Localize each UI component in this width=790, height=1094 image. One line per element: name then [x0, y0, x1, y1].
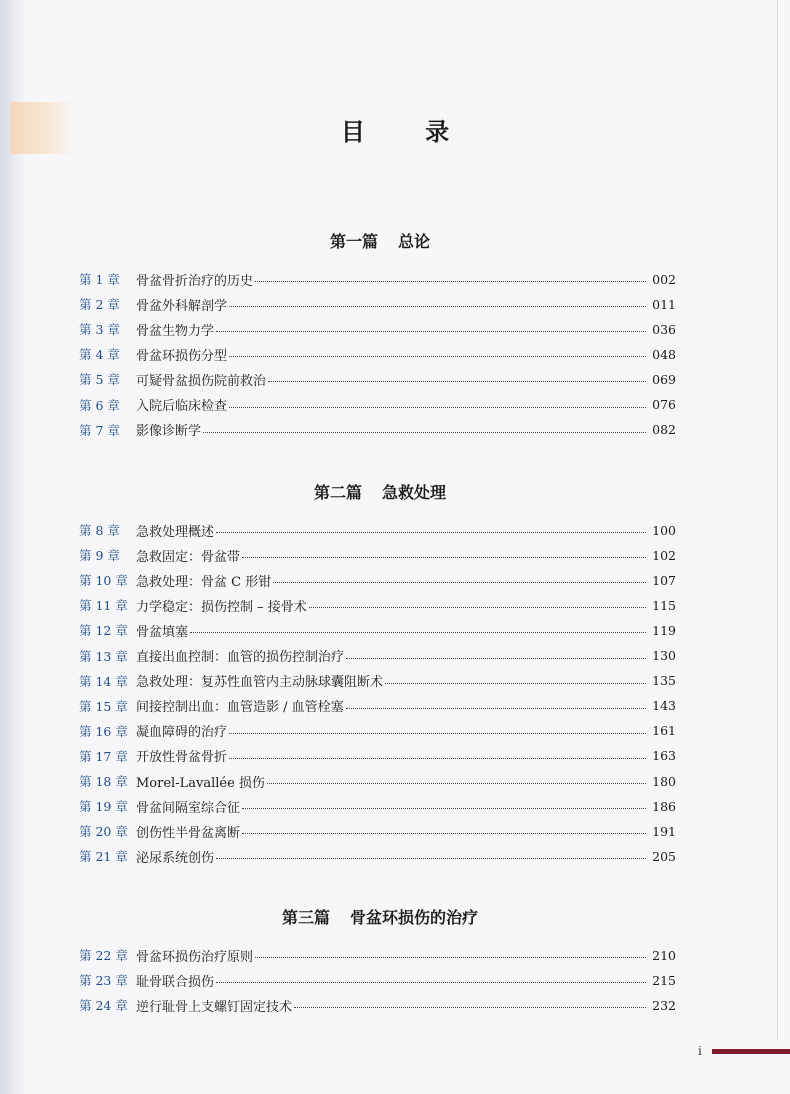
- dot-leader: [346, 658, 646, 659]
- chapter-page-number: 069: [652, 371, 676, 387]
- chapter-number: 第 1 章: [79, 272, 120, 287]
- chapter-title: 可疑骨盆损伤院前救治: [136, 373, 267, 389]
- chapter-page-number: 076: [652, 397, 676, 412]
- chapter-number: 第 5 章: [79, 372, 120, 388]
- chapter-page-number: 205: [652, 848, 676, 864]
- chapter-page-number: 107: [652, 572, 676, 588]
- chapter-title: 泌尿系统创伤: [136, 850, 215, 866]
- dot-leader: [190, 632, 646, 633]
- chapter-number: 第 3 章: [79, 322, 120, 338]
- toc-entry[interactable]: [79, 420, 676, 440]
- chapter-number: 第 11 章: [79, 598, 128, 614]
- dot-leader: [216, 982, 646, 983]
- toc-entry[interactable]: [79, 995, 676, 1015]
- toc-entry[interactable]: [79, 319, 676, 339]
- toc-entry[interactable]: [79, 269, 676, 289]
- chapter-page-number: 232: [652, 997, 676, 1013]
- toc-entry[interactable]: [79, 821, 676, 841]
- chapter-number: 第 24 章: [79, 998, 128, 1014]
- toc-entry[interactable]: [79, 771, 676, 791]
- dot-leader: [242, 557, 646, 558]
- toc-entry[interactable]: [79, 796, 676, 816]
- toc-entry[interactable]: [79, 696, 676, 716]
- part-heading: [0, 480, 760, 503]
- dot-leader: [229, 758, 646, 759]
- dot-leader: [273, 582, 646, 583]
- chapter-title: 开放性骨盆骨折: [136, 750, 228, 766]
- dot-leader: [216, 532, 646, 533]
- page-edge-rule: [777, 0, 778, 1040]
- chapter-page-number: 163: [652, 748, 676, 764]
- toc-entry[interactable]: [79, 344, 676, 364]
- chapter-page-number: 135: [652, 673, 676, 689]
- chapter-title: 骨盆环损伤分型: [136, 348, 228, 364]
- part-number: 第二篇: [313, 483, 362, 502]
- page-title: 目 录: [340, 117, 476, 146]
- chapter-number: 第 22 章: [79, 948, 128, 963]
- folio-accent-bar: [712, 1049, 790, 1054]
- chapter-title: 间接控制出血：血管造影 / 血管栓塞: [136, 700, 344, 716]
- part-name: 骨盆环损伤的治疗: [350, 908, 479, 927]
- chapter-page-number: 191: [652, 823, 676, 839]
- toc-entry[interactable]: [79, 721, 676, 741]
- chapter-page-number: 048: [652, 346, 676, 362]
- chapter-page-number: 143: [652, 698, 676, 714]
- toc-entry[interactable]: [79, 620, 676, 640]
- dot-leader: [267, 783, 646, 784]
- part-number: 第三篇: [281, 908, 330, 927]
- toc-entry[interactable]: [79, 395, 676, 415]
- chapter-number: 第 23 章: [79, 973, 128, 989]
- chapter-title: 骨盆填塞: [136, 624, 189, 640]
- chapter-page-number: 102: [652, 547, 676, 563]
- chapter-title: 创伤性半骨盆离断: [136, 825, 241, 841]
- part-name: 急救处理: [382, 483, 447, 502]
- toc-entry[interactable]: [79, 746, 676, 766]
- chapter-title: 急救处理概述: [136, 524, 215, 540]
- dot-leader: [229, 733, 646, 734]
- toc-entry[interactable]: [79, 369, 676, 389]
- dot-leader: [229, 306, 646, 307]
- toc-entry[interactable]: [79, 646, 676, 666]
- chapter-title: 耻骨联合损伤: [136, 974, 215, 990]
- chapter-number: 第 2 章: [79, 297, 120, 313]
- chapter-number: 第 12 章: [79, 623, 128, 639]
- chapter-title: 骨盆生物力学: [136, 323, 215, 339]
- dot-leader: [216, 331, 646, 332]
- dot-leader: [294, 1007, 646, 1008]
- chapter-number: 第 17 章: [79, 748, 128, 764]
- chapter-page-number: 119: [652, 622, 676, 638]
- chapter-page-number: 210: [652, 947, 676, 963]
- page-number-folio: i: [698, 1044, 702, 1058]
- chapter-page-number: 036: [652, 321, 676, 337]
- dot-leader: [255, 281, 646, 282]
- dot-leader: [242, 808, 646, 809]
- part-number: 第一篇: [329, 232, 378, 251]
- chapter-title: 骨盆环损伤治疗原则: [136, 949, 254, 965]
- chapter-page-number: 161: [652, 723, 676, 739]
- chapter-number: 第 4 章: [79, 347, 120, 363]
- binding-gutter-shadow: [0, 0, 26, 1094]
- dot-leader: [229, 407, 646, 408]
- part-name: 总论: [398, 232, 431, 251]
- chapter-title: 急救处理：骨盆 C 形钳: [136, 574, 272, 590]
- chapter-number: 第 21 章: [79, 849, 128, 865]
- chapter-page-number: 180: [652, 773, 676, 789]
- chapter-title: 骨盆外科解剖学: [136, 298, 228, 314]
- toc-entry[interactable]: [79, 846, 676, 866]
- dot-leader: [203, 432, 646, 433]
- chapter-number: 第 19 章: [79, 799, 128, 815]
- chapter-number: 第 14 章: [79, 673, 128, 689]
- chapter-title: 影像诊断学: [136, 424, 202, 440]
- toc-entry[interactable]: [79, 294, 676, 314]
- dot-leader: [268, 381, 646, 382]
- chapter-number: 第 15 章: [79, 698, 128, 714]
- chapter-title: Morel-Lavallée 损伤: [136, 775, 265, 791]
- chapter-title: 直接出血控制：血管的损伤控制治疗: [136, 650, 345, 665]
- toc-entry[interactable]: [79, 520, 676, 540]
- chapter-title: 急救处理：复苏性血管内主动脉球囊阻断术: [136, 675, 384, 691]
- chapter-page-number: 215: [652, 972, 676, 988]
- chapter-page-number: 082: [652, 422, 676, 438]
- dot-leader: [385, 683, 646, 684]
- chapter-number: 第 20 章: [79, 824, 128, 840]
- toc-entry[interactable]: [79, 970, 676, 990]
- chapter-number: 第 18 章: [79, 774, 128, 789]
- chapter-title: 骨盆间隔室综合征: [136, 800, 241, 816]
- chapter-page-number: 002: [652, 271, 676, 287]
- chapter-number: 第 9 章: [79, 548, 120, 564]
- chapter-number: 第 6 章: [79, 397, 120, 413]
- chapter-page-number: 115: [652, 597, 676, 613]
- chapter-page-number: 100: [652, 522, 676, 538]
- toc-entry[interactable]: [79, 545, 676, 565]
- chapter-number: 第 8 章: [79, 523, 120, 538]
- dot-leader: [242, 833, 646, 834]
- chapter-title: 骨盆骨折治疗的历史: [136, 273, 254, 289]
- toc-entry[interactable]: [79, 671, 676, 691]
- dot-leader: [255, 957, 646, 958]
- toc-entry[interactable]: [79, 595, 676, 615]
- dot-leader: [229, 356, 646, 357]
- toc-entry[interactable]: [79, 570, 676, 590]
- chapter-number: 第 16 章: [79, 723, 128, 739]
- chapter-number: 第 10 章: [79, 573, 128, 589]
- chapter-page-number: 186: [652, 798, 676, 814]
- chapter-title: 急救固定：骨盆带: [136, 549, 241, 565]
- part-heading: [0, 905, 760, 928]
- chapter-number: 第 13 章: [79, 648, 128, 664]
- chapter-title: 逆行耻骨上支螺钉固定技术: [136, 999, 293, 1015]
- dot-leader: [216, 858, 646, 859]
- dot-leader: [309, 607, 646, 608]
- chapter-title: 力学稳定：损伤控制 – 接骨术: [136, 599, 307, 615]
- chapter-number: 第 7 章: [79, 422, 120, 438]
- toc-entry[interactable]: [79, 945, 676, 965]
- chapter-page-number: 011: [652, 296, 676, 312]
- part-heading: [0, 229, 760, 252]
- chapter-title: 入院后临床检查: [136, 399, 228, 414]
- chapter-title: 凝血障碍的治疗: [136, 725, 228, 741]
- chapter-page-number: 130: [652, 648, 676, 663]
- dot-leader: [346, 708, 646, 709]
